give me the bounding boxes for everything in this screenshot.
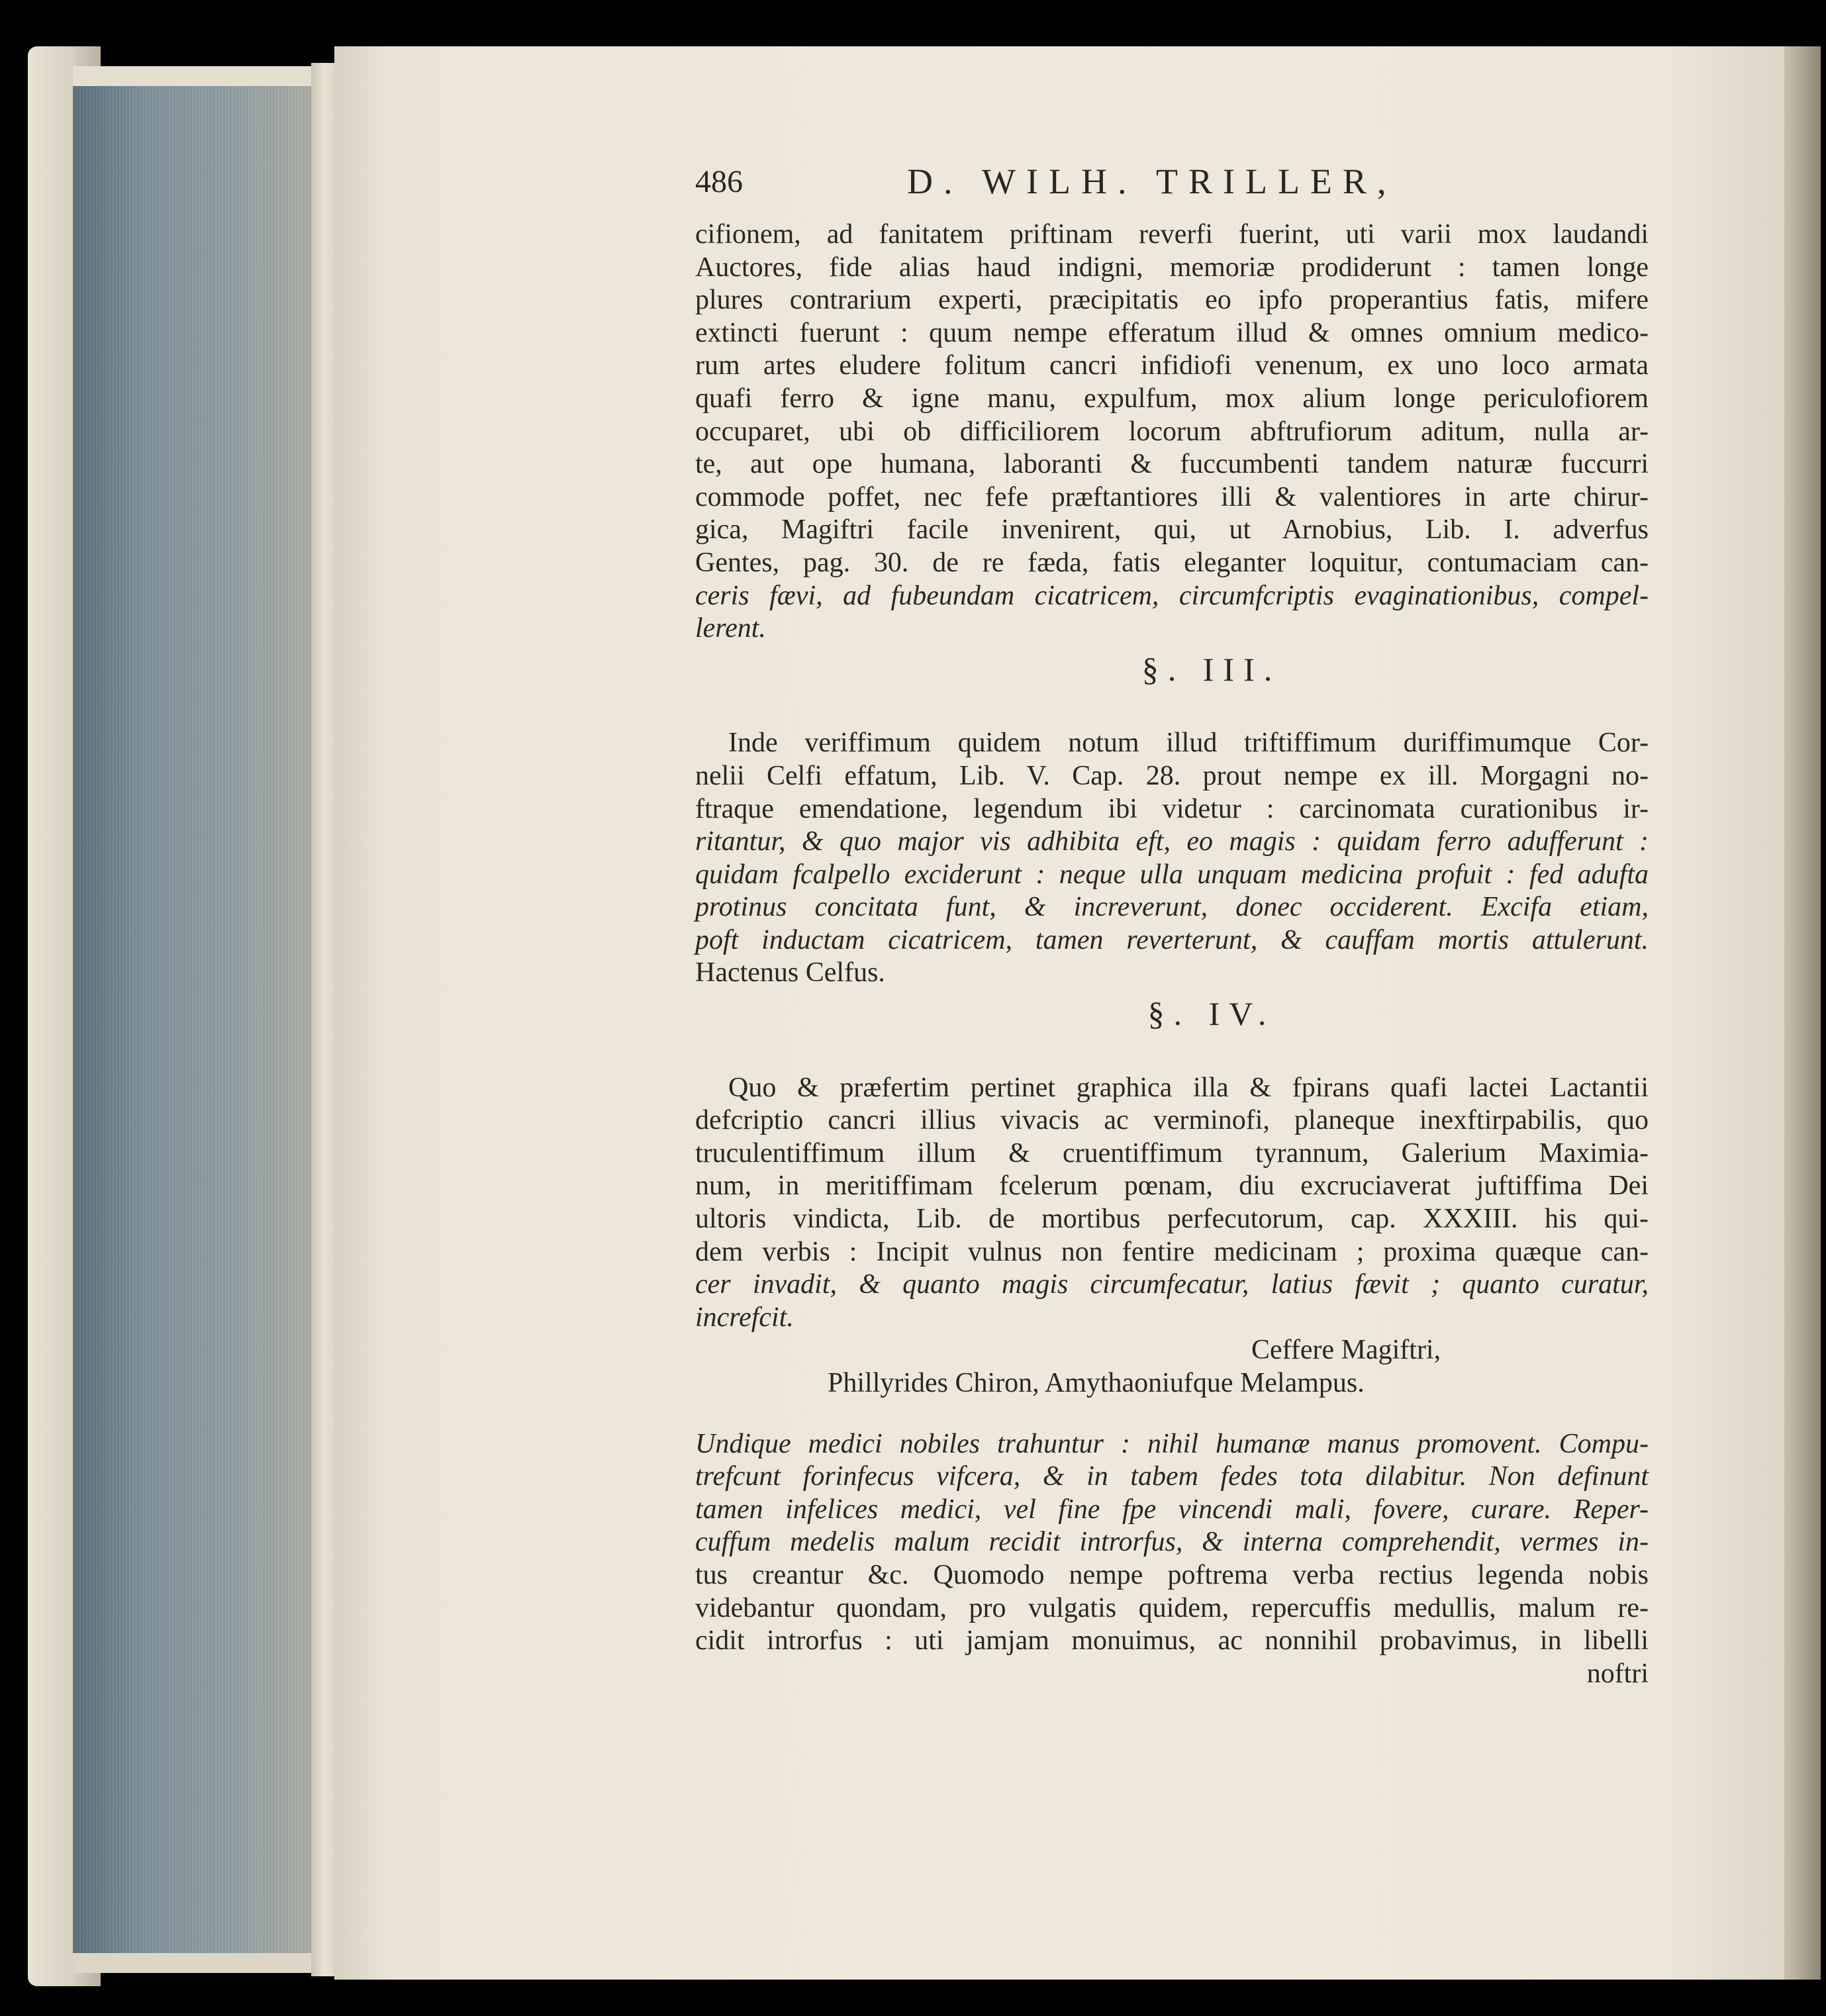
text-line: ftraque emendatione, legendum ibi videtur : carcinomata curationibus ir- bbox=[695, 793, 1649, 824]
text-line: Auctores, fide alias haud indigni, memoriæ prodiderunt : tamen longe bbox=[695, 252, 1649, 283]
text-line: poft inductam cicatricem, tamen reverterunt, & cauffam mortis attulerunt. bbox=[695, 924, 1649, 955]
text-line: protinus concitata funt, & increverunt, donec occiderent. Excifa etiam, bbox=[695, 892, 1649, 923]
text-line: extincti fuerunt : quum nempe efferatum illud & omnes omnium medico- bbox=[695, 317, 1649, 348]
text-line: cer invadit, & quanto magis circumfecatur, latius fævit ; quanto curatur, bbox=[695, 1269, 1649, 1300]
text-line: Quo & præfertim pertinet graphica illa & fpirans quafi lactei Lactantii bbox=[728, 1072, 1649, 1103]
text-line: cifionem, ad fanitatem priftinam reverfi fuerint, uti varii mox laudandi bbox=[695, 219, 1649, 250]
text-line: lerent. bbox=[695, 613, 766, 644]
text-line: rum artes eludere folitum cancri infidiofi venenum, ex uno loco armata bbox=[695, 350, 1649, 381]
text-line: trefcunt forinfecus vifcera, & in tabem fedes tota dilabitur. Non definunt bbox=[695, 1461, 1649, 1492]
text-line: commode poffet, nec fefe præftantiores illi & valentiores in arte chirur- bbox=[695, 481, 1649, 512]
page-right-edge bbox=[1784, 46, 1821, 1980]
text-line: Gentes, pag. 30. de re fæda, fatis eleganter loquitur, contumaciam can- bbox=[695, 547, 1649, 578]
text-line: gica, Magiftri facile invenirent, qui, ut Arnobius, Lib. I. adverfus bbox=[695, 514, 1649, 546]
verse-line: Ceffere Magiftri, bbox=[1251, 1335, 1441, 1366]
text-line: nelii Celfi effatum, Lib. V. Cap. 28. prout nempe ex ill. Morgagni no- bbox=[695, 760, 1649, 791]
section-heading-4: §. IV. bbox=[1147, 995, 1276, 1033]
text-line: tamen infelices medici, vel fine fpe vincendi mali, fovere, curare. Reper- bbox=[695, 1494, 1649, 1525]
text-line: dem verbis : Incipit vulnus non fentire medicinam ; proxima quæque can- bbox=[695, 1236, 1649, 1267]
text-line: ritantur, & quo major vis adhibita eft, eo magis : quidam ferro adufferunt : bbox=[695, 826, 1649, 857]
text-line: quafi ferro & igne manu, expulfum, mox alium longe periculofiorem bbox=[695, 383, 1649, 414]
text-line: tus creantur &c. Quomodo nempe poftrema verba rectius legenda nobis bbox=[695, 1559, 1649, 1590]
verse-line: Phillyrides Chiron, Amythaoniufque Melampus. bbox=[828, 1368, 1365, 1398]
running-head bbox=[695, 162, 1649, 218]
page-number: 486 bbox=[695, 164, 743, 199]
text-line: quidam fcalpello exciderunt : neque ulla unquam medicina profuit : fed adufta bbox=[695, 859, 1649, 890]
text-line: plures contrarium experti, præcipitatis eo ipfo properantius fatis, mifere bbox=[695, 285, 1649, 316]
page-block-edge bbox=[73, 66, 351, 1973]
text-line: truculentiffimum illum & cruentiffimum tyrannum, Galerium Maximia- bbox=[695, 1137, 1649, 1169]
text-line: cuffum medelis malum recidit introrfus, & interna comprehendit, vermes in- bbox=[695, 1527, 1649, 1558]
running-title: D. WILH. TRILLER, bbox=[907, 162, 1397, 201]
text-line: videbantur quondam, pro vulgatis quidem, repercuffis medullis, malum re- bbox=[695, 1592, 1649, 1623]
text-line: num, in meritiffimam fcelerum pœnam, diu excruciaverat juftiffima Dei bbox=[695, 1171, 1649, 1202]
text-line: Undique medici nobiles trahuntur : nihil humanæ manus promovent. Compu- bbox=[695, 1428, 1649, 1459]
catchword: noftri bbox=[1586, 1658, 1649, 1689]
text-line: ceris fævi, ad fubeundam cicatricem, circumfcriptis evaginationibus, compel- bbox=[695, 580, 1649, 611]
text-line: Inde veriffimum quidem notum illud triftiffimum duriffimumque Cor- bbox=[728, 728, 1649, 759]
text-line: Hactenus Celfus. bbox=[695, 957, 885, 988]
page-content bbox=[695, 162, 1649, 1690]
page-gutter bbox=[311, 63, 338, 1976]
text-line: defcriptio cancri illius vivacis ac verminofi, planeque inexftirpabilis, quo bbox=[695, 1105, 1649, 1136]
paragraph-section-4 bbox=[695, 1072, 1649, 1691]
text-line: ultoris vindicta, Lib. de mortibus perfecutorum, cap. XXXIII. his qui- bbox=[695, 1204, 1649, 1235]
section-heading-3: §. III. bbox=[1141, 650, 1282, 688]
text-line: cidit introrfus : uti jamjam monuimus, ac nonnihil probavimus, in libelli bbox=[695, 1625, 1649, 1656]
text-line: occuparet, ubi ob difficiliorem locorum abftrufiorum aditum, nulla ar- bbox=[695, 416, 1649, 447]
paragraph-1 bbox=[695, 218, 1649, 646]
text-line: te, aut ope humana, laboranti & fuccumbenti tandem naturæ fuccurri bbox=[695, 449, 1649, 480]
text-line: increfcit. bbox=[695, 1302, 794, 1333]
paragraph-section-3 bbox=[695, 727, 1649, 990]
